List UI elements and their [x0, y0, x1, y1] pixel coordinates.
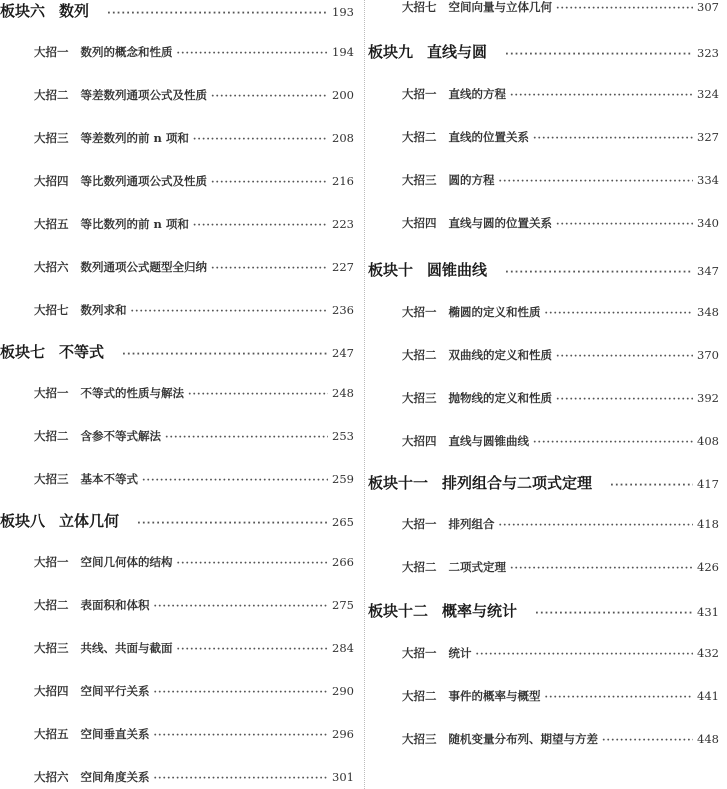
leader-dots	[602, 735, 693, 746]
page-number: 253	[332, 429, 354, 443]
page-number: 247	[332, 346, 354, 360]
toc-item-entry[interactable]	[0, 216, 362, 232]
toc-item-entry[interactable]	[368, 516, 727, 532]
leader-dots	[154, 687, 329, 698]
toc-item-entry[interactable]	[368, 129, 727, 145]
page-number: 334	[697, 173, 719, 187]
toc-item-entry[interactable]	[0, 471, 362, 487]
page-number: 307	[697, 0, 719, 14]
page-number: 323	[697, 46, 719, 60]
leader-dots	[137, 518, 328, 529]
leader-dots	[131, 306, 329, 317]
page-number: 418	[697, 517, 719, 531]
entry-title: 圆的方程	[448, 173, 495, 187]
toc-item-entry[interactable]	[0, 87, 362, 103]
leader-dots	[533, 437, 693, 448]
item-label: 大招一	[34, 45, 69, 59]
entry-title: 含参不等式解法	[80, 429, 161, 443]
toc-item-entry[interactable]	[0, 683, 362, 699]
page-number: 194	[332, 45, 354, 59]
page-number: 290	[332, 684, 354, 698]
item-label: 大招七	[402, 0, 437, 14]
leader-dots	[211, 263, 328, 274]
entry-title: 空间角度关系	[80, 770, 150, 784]
entry-title: 直线的位置关系	[448, 130, 529, 144]
leader-dots	[535, 608, 693, 619]
toc-item-entry[interactable]	[368, 731, 727, 747]
item-label: 大招四	[34, 684, 69, 698]
leader-dots	[556, 394, 693, 405]
section-label: 板块十二	[368, 602, 429, 620]
toc-section-entry[interactable]	[0, 341, 362, 362]
entry-title: 排列组合	[448, 517, 495, 531]
entry-title: 数列求和	[80, 303, 127, 317]
item-label: 大招一	[402, 646, 437, 660]
toc-item-entry[interactable]	[368, 347, 727, 363]
entry-title: 空间几何体的结构	[80, 555, 173, 569]
page-number: 340	[697, 216, 719, 230]
leader-dots	[499, 520, 694, 531]
page-number: 248	[332, 386, 354, 400]
item-label: 大招二	[402, 130, 437, 144]
page-number: 216	[332, 174, 354, 188]
page-number: 200	[332, 88, 354, 102]
page-number: 259	[332, 472, 354, 486]
leader-dots	[177, 48, 329, 59]
toc-section-entry[interactable]	[0, 0, 362, 21]
entry-title: 数列通项公式题型全归纳	[80, 260, 207, 274]
item-label: 大招二	[34, 429, 69, 443]
toc-item-entry[interactable]	[0, 428, 362, 444]
item-label: 大招五	[34, 727, 69, 741]
entry-title: 基本不等式	[80, 472, 138, 486]
toc-item-entry[interactable]	[368, 86, 727, 102]
page-number: 431	[697, 605, 719, 619]
leader-dots	[193, 134, 328, 145]
entry-title: 直线与圆锥曲线	[448, 434, 529, 448]
item-label: 大招二	[34, 598, 69, 612]
toc-section-entry[interactable]	[368, 472, 727, 493]
page-number: 236	[332, 303, 354, 317]
leader-dots	[193, 220, 328, 231]
leader-dots	[177, 644, 329, 655]
page-number: 266	[332, 555, 354, 569]
entry-title: 等差数列的前 n 项和	[80, 131, 189, 145]
leader-dots	[556, 351, 693, 362]
item-label: 大招三	[34, 131, 69, 145]
toc-item-entry[interactable]	[368, 645, 727, 661]
entry-title: 数列的概念和性质	[80, 45, 173, 59]
leader-dots	[211, 91, 328, 102]
item-label: 大招二	[34, 88, 69, 102]
page-number: 275	[332, 598, 354, 612]
page-number: 227	[332, 260, 354, 274]
leader-dots	[505, 49, 693, 60]
toc-item-entry[interactable]	[0, 302, 362, 318]
item-label: 大招四	[34, 174, 69, 188]
item-label: 大招四	[402, 434, 437, 448]
item-label: 大招一	[34, 555, 69, 569]
leader-dots	[154, 773, 329, 784]
toc-item-entry[interactable]	[0, 554, 362, 570]
entry-title: 排列组合与二项式定理	[442, 474, 593, 492]
toc-section-entry[interactable]	[368, 259, 727, 280]
item-label: 大招三	[402, 173, 437, 187]
entry-title: 双曲线的定义和性质	[448, 348, 552, 362]
entry-title: 椭圆的定义和性质	[448, 305, 541, 319]
entry-title: 圆锥曲线	[427, 261, 488, 279]
page-number: 417	[697, 477, 719, 491]
section-label: 板块七	[0, 343, 46, 361]
leader-dots	[556, 3, 693, 14]
leader-dots	[510, 90, 693, 101]
leader-dots	[505, 267, 693, 278]
item-label: 大招三	[402, 732, 437, 746]
leader-dots	[510, 563, 693, 574]
item-label: 大招一	[402, 305, 437, 319]
item-label: 大招七	[34, 303, 69, 317]
entry-title: 空间平行关系	[80, 684, 150, 698]
item-label: 大招一	[34, 386, 69, 400]
page-number: 265	[332, 515, 354, 529]
entry-title: 等比数列的前 n 项和	[80, 217, 189, 231]
leader-dots	[188, 389, 328, 400]
item-label: 大招二	[402, 689, 437, 703]
page-number: 301	[332, 770, 354, 784]
toc-item-entry[interactable]	[368, 559, 727, 575]
section-label: 板块八	[0, 512, 46, 530]
item-label: 大招五	[34, 217, 69, 231]
leader-dots	[211, 177, 328, 188]
toc-item-entry[interactable]	[0, 726, 362, 742]
item-label: 大招四	[402, 216, 437, 230]
entry-title: 立体几何	[59, 512, 120, 530]
entry-title: 不等式的性质与解法	[80, 386, 184, 400]
entry-title: 事件的概率与概型	[448, 689, 541, 703]
entry-title: 空间垂直关系	[80, 727, 150, 741]
page-number: 347	[697, 264, 719, 278]
item-label: 大招一	[402, 517, 437, 531]
page-number: 223	[332, 217, 354, 231]
page-number: 296	[332, 727, 354, 741]
section-label: 板块六	[0, 2, 46, 20]
toc-item-entry[interactable]	[0, 130, 362, 146]
entry-title: 概率与统计	[442, 602, 518, 620]
entry-title: 表面积和体积	[80, 598, 150, 612]
toc-section-entry[interactable]	[0, 510, 362, 531]
entry-title: 数列	[59, 2, 90, 20]
item-label: 大招二	[402, 348, 437, 362]
entry-title: 等比数列通项公式及性质	[80, 174, 207, 188]
toc-item-entry[interactable]	[368, 215, 727, 231]
page-number: 324	[697, 87, 719, 101]
toc-item-entry[interactable]	[0, 597, 362, 613]
toc-item-entry[interactable]	[368, 0, 727, 15]
entry-title: 直线与圆的位置关系	[448, 216, 552, 230]
toc-item-entry[interactable]	[368, 172, 727, 188]
page-number: 392	[697, 391, 719, 405]
toc-item-entry[interactable]	[368, 390, 727, 406]
toc-right-column	[368, 0, 727, 789]
page-number: 448	[697, 732, 719, 746]
section-label: 板块十	[368, 261, 414, 279]
page-number: 441	[697, 689, 719, 703]
leader-dots	[107, 8, 328, 19]
page-number: 284	[332, 641, 354, 655]
leader-dots	[533, 133, 693, 144]
toc-item-entry[interactable]	[0, 769, 362, 785]
column-divider	[364, 0, 365, 789]
toc-section-entry[interactable]	[368, 600, 727, 621]
leader-dots	[154, 601, 329, 612]
page-number: 327	[697, 130, 719, 144]
leader-dots	[142, 475, 328, 486]
item-label: 大招三	[34, 472, 69, 486]
entry-title: 直线的方程	[448, 87, 506, 101]
toc-left-column	[0, 0, 362, 789]
entry-title: 不等式	[59, 343, 105, 361]
leader-dots	[154, 730, 329, 741]
toc-item-entry[interactable]	[0, 640, 362, 656]
leader-dots	[122, 349, 328, 360]
toc-item-entry[interactable]	[0, 259, 362, 275]
entry-title: 抛物线的定义和性质	[448, 391, 552, 405]
leader-dots	[545, 692, 694, 703]
item-label: 大招六	[34, 770, 69, 784]
item-label: 大招三	[402, 391, 437, 405]
toc-item-entry[interactable]	[0, 173, 362, 189]
toc-section-entry[interactable]	[368, 41, 727, 62]
entry-title: 共线、共面与截面	[80, 641, 173, 655]
entry-title: 直线与圆	[427, 43, 488, 61]
section-label: 板块十一	[368, 474, 429, 492]
toc-item-entry[interactable]	[0, 385, 362, 401]
leader-dots	[556, 219, 693, 230]
toc-item-entry[interactable]	[0, 44, 362, 60]
leader-dots	[499, 176, 694, 187]
entry-title: 随机变量分布列、期望与方差	[448, 732, 598, 746]
leader-dots	[476, 649, 694, 660]
entry-title: 空间向量与立体几何	[448, 0, 552, 14]
page-number: 348	[697, 305, 719, 319]
page-number: 208	[332, 131, 354, 145]
page-number: 408	[697, 434, 719, 448]
section-label: 板块九	[368, 43, 414, 61]
item-label: 大招二	[402, 560, 437, 574]
page-number: 193	[332, 5, 354, 19]
leader-dots	[165, 432, 328, 443]
leader-dots	[177, 558, 329, 569]
page-number: 432	[697, 646, 719, 660]
item-label: 大招三	[34, 641, 69, 655]
item-label: 大招六	[34, 260, 69, 274]
leader-dots	[610, 480, 693, 491]
toc-item-entry[interactable]	[368, 688, 727, 704]
page-number: 426	[697, 560, 719, 574]
toc-item-entry[interactable]	[368, 304, 727, 320]
entry-title: 统计	[448, 646, 472, 660]
entry-title: 等差数列通项公式及性质	[80, 88, 207, 102]
entry-title: 二项式定理	[448, 560, 506, 574]
toc-item-entry[interactable]	[368, 433, 727, 449]
page-number: 370	[697, 348, 719, 362]
leader-dots	[545, 308, 694, 319]
item-label: 大招一	[402, 87, 437, 101]
